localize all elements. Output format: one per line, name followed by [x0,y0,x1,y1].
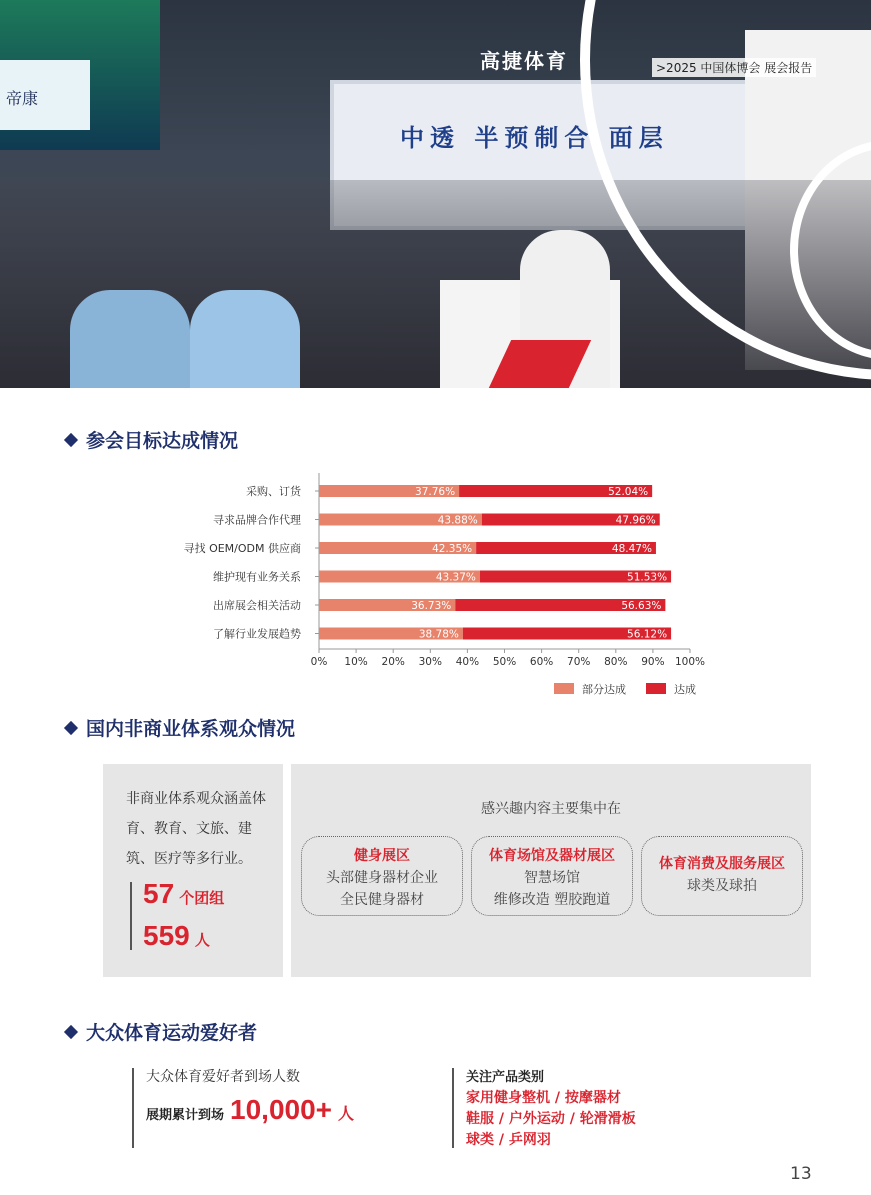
diamond-icon [64,720,78,734]
visitors-label: 大众体育爱好者到场人数 [146,1069,300,1085]
x-tick-label: 100% [674,656,706,668]
domestic-summary-box [103,764,283,977]
section-title-text: 参会目标达成情况 [86,430,239,452]
fans-stats [146,1066,354,1126]
pill-venue-zone [471,836,633,916]
category-label: 采购、订货 [246,485,301,498]
pill-line: 球类及球拍 [687,878,757,894]
category-label: 寻找 OEM/ODM 供应商 [183,542,301,555]
booth-wall-text: 中透 半预制合 面层 [400,124,669,152]
legend-swatch [554,683,574,694]
pill-title: 体育场馆及器材展区 [489,848,615,864]
category-label: 了解行业发展趋势 [213,627,301,641]
x-tick-label: 0% [310,656,328,668]
data-label: 38.78% [418,628,459,641]
section-title-fans [66,1018,257,1045]
data-label: 37.76% [415,486,456,498]
focus-products [466,1067,636,1151]
section-title-domestic [66,714,295,741]
hero-photo [0,0,871,388]
pill-line: 维修改造 塑胶跑道 [493,892,611,908]
focus-item: 家用健身整机 / 按摩器材 [466,1090,621,1106]
page-number: 13 [790,1164,812,1184]
pill-title: 体育消费及服务展区 [659,856,785,872]
stat-people-unit: 人 [194,931,210,949]
category-label: 出席展会相关活动 [213,599,301,612]
data-label: 43.37% [435,571,476,584]
x-tick-label: 80% [604,656,628,668]
cumulative-label: 展期累计到场 [146,1108,225,1123]
goals-chart-svg [0,465,871,705]
x-tick-label: 60% [529,656,554,668]
diamond-icon [64,432,78,446]
data-label: 56.63% [621,600,662,612]
x-tick-label: 90% [641,656,665,668]
data-label: 51.53% [627,571,668,584]
data-label: 42.35% [432,543,473,555]
pill-consumer-zone [641,836,803,916]
section-title-text: 大众体育运动爱好者 [86,1022,258,1044]
visitor-figure [190,290,300,388]
stat-groups-unit: 个团组 [179,889,225,907]
section-title-goals [66,426,238,453]
data-label: 36.73% [411,600,452,612]
diamond-icon [64,1024,78,1038]
x-tick-label: 30% [418,656,442,668]
data-label: 43.88% [437,514,478,527]
pill-fitness-zone [301,836,463,916]
header-note: >2025 中国体博会 展会报告 [652,58,816,77]
x-tick-label: 20% [381,656,405,668]
pill-line: 头部健身器材企业 [326,870,438,886]
x-tick-label: 40% [455,656,480,668]
focus-item: 鞋服 / 户外运动 / 轮滑滑板 [466,1111,636,1127]
interest-heading: 感兴趣内容主要集中在 [481,801,621,817]
interest-box [291,764,811,977]
section-title-text: 国内非商业体系观众情况 [86,718,296,740]
booth-brand-sign: 高捷体育 [480,49,568,73]
fans-divider-left [132,1068,134,1148]
data-label: 47.96% [615,514,656,527]
focus-item: 球类 / 乒网羽 [466,1132,551,1148]
cumulative-value: 10,000+ [230,1094,333,1125]
x-tick-label: 50% [492,656,517,668]
cumulative-row [146,1094,354,1126]
legend-label: 达成 [674,683,696,696]
focus-heading: 关注产品类别 [466,1070,545,1085]
domestic-description: 非商业体系观众涵盖体育、教育、文旅、建筑、医疗等多行业。 [126,791,266,867]
pill-line: 全民健身器材 [340,892,424,908]
left-sign-panel: 帝康 [0,60,90,130]
stat-groups-value: 57 [143,878,175,909]
category-label: 寻求品牌合作代理 [213,513,301,527]
legend-swatch [646,683,666,694]
cumulative-unit: 人 [338,1104,355,1123]
stat-groups [143,878,224,910]
stat-people-value: 559 [143,920,190,951]
stat-people [143,920,210,952]
goals-chart [0,465,871,705]
pill-line: 智慧场馆 [524,870,580,886]
pill-title: 健身展区 [354,848,410,864]
data-label: 48.47% [611,543,652,555]
data-label: 52.04% [608,486,649,498]
stat-divider [130,882,132,950]
category-label: 维护现有业务关系 [213,570,301,584]
visitor-figure [70,290,190,388]
legend-label: 部分达成 [582,683,626,696]
x-tick-label: 70% [567,656,591,668]
x-tick-label: 10% [344,656,368,668]
fans-divider-right [452,1068,454,1148]
data-label: 56.12% [627,628,668,641]
